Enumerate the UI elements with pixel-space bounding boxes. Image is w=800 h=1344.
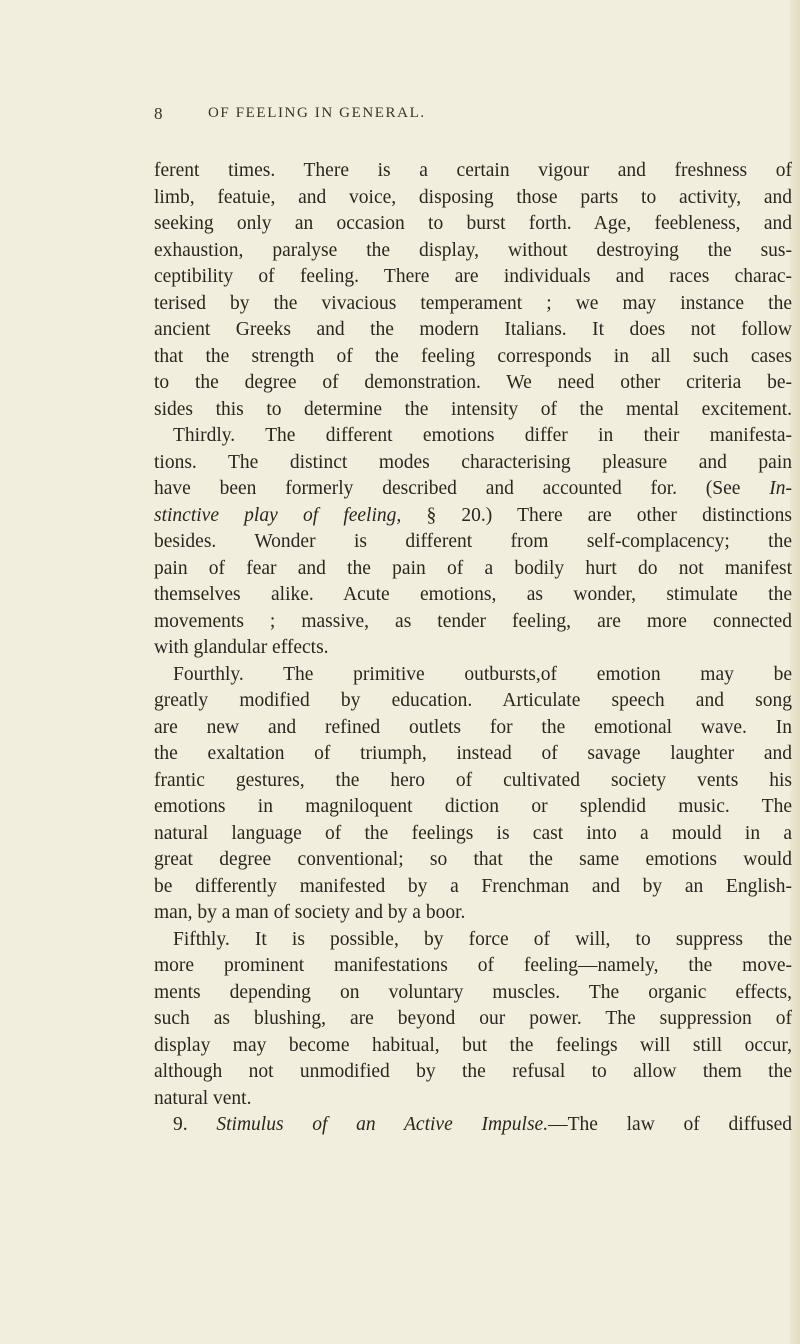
paragraph-start-line: Fourthly. The primitive outbursts,of emotion may be	[173, 663, 792, 685]
text-line: terised by the vivacious temperament ; we may instance the	[154, 292, 792, 314]
running-head: OF FEELING IN GENERAL.	[208, 105, 426, 121]
section-heading-line: 9. Stimulus of an Active Impulse.—The law of diffused	[173, 1114, 793, 1135]
text-line: ancient Greeks and the modern Italians. It does not follow	[154, 319, 792, 340]
text-line: emotions in magniloquent diction or splendid music. The	[154, 796, 792, 817]
section-title: Stimulus of an Active Impulse.	[216, 1114, 549, 1135]
text-line: more prominent manifestations of feeling—namely, the move-	[154, 955, 792, 976]
text-line: are new and refined outlets for the emotional wave. In	[154, 716, 792, 738]
text-line: limb, featuie, and voice, disposing those parts to activity, and	[154, 186, 792, 208]
text-line: besides. Wonder is different from self-complacency; the	[154, 531, 792, 552]
text-line: display may become habitual, but the feelings will still occur,	[154, 1034, 792, 1056]
text-line: although not unmodified by the refusal to allow them the	[154, 1061, 792, 1082]
text-line: movements ; massive, as tender feeling, are more connected	[154, 610, 792, 632]
text-line: ments depending on voluntary muscles. The organic effects,	[154, 981, 792, 1003]
text-line: stinctive play of feeling, § 20.) There are other distinctions	[154, 504, 792, 526]
text-line: greatly modified by education. Articulate speech and song	[154, 690, 792, 711]
text-line: to the degree of demonstration. We need other criteria be-	[154, 372, 792, 393]
paragraph-start-line: Fifthly. It is possible, by force of will, to suppress the	[173, 928, 792, 950]
text-line: themselves alike. Acute emotions, as wonder, stimulate the	[154, 584, 792, 605]
page-header	[0, 104, 800, 128]
body-text	[154, 158, 794, 1139]
section-number: 9.	[173, 1114, 188, 1135]
text-line: tions. The distinct modes characterising pleasure and pain	[154, 451, 792, 473]
text-line: sides this to determine the intensity of the mental excitement.	[154, 398, 792, 420]
text-line: natural vent.	[154, 1087, 252, 1109]
text-line: have been formerly described and accounted for. (See In-	[154, 478, 793, 499]
text-line: great degree conventional; so that the same emotions would	[154, 849, 792, 870]
text-line: pain of fear and the pain of a bodily hurt do not manifest	[154, 557, 792, 579]
text-line: exhaustion, paralyse the display, without destroying the sus-	[154, 239, 792, 261]
text-line: that the strength of the feeling corresponds in all such cases	[154, 345, 792, 367]
italic-reference: stinctive play of feeling,	[154, 504, 402, 526]
text-line: the exaltation of triumph, instead of savage laughter and	[154, 743, 792, 764]
text-line: be differently manifested by a Frenchman and by an English-	[154, 875, 792, 897]
text-line: with glandular effects.	[154, 637, 329, 658]
page-number: 8	[154, 104, 163, 123]
text-line: natural language of the feelings is cast into a mould in a	[154, 822, 792, 844]
text-line: ferent times. There is a certain vigour and freshness of	[154, 160, 792, 181]
italic-reference: In-	[769, 478, 793, 499]
text-line: ceptibility of feeling. There are individuals and races charac-	[154, 266, 792, 287]
text-line: seeking only an occasion to burst forth. Age, feebleness, and	[154, 213, 792, 234]
text-line: such as blushing, are beyond our power. The suppression of	[154, 1008, 792, 1029]
text-line: frantic gestures, the hero of cultivated society vents his	[154, 769, 792, 791]
paragraph-start-line: Thirdly. The different emotions differ in their manifesta-	[173, 425, 792, 446]
text-line: man, by a man of society and by a boor.	[154, 902, 466, 923]
